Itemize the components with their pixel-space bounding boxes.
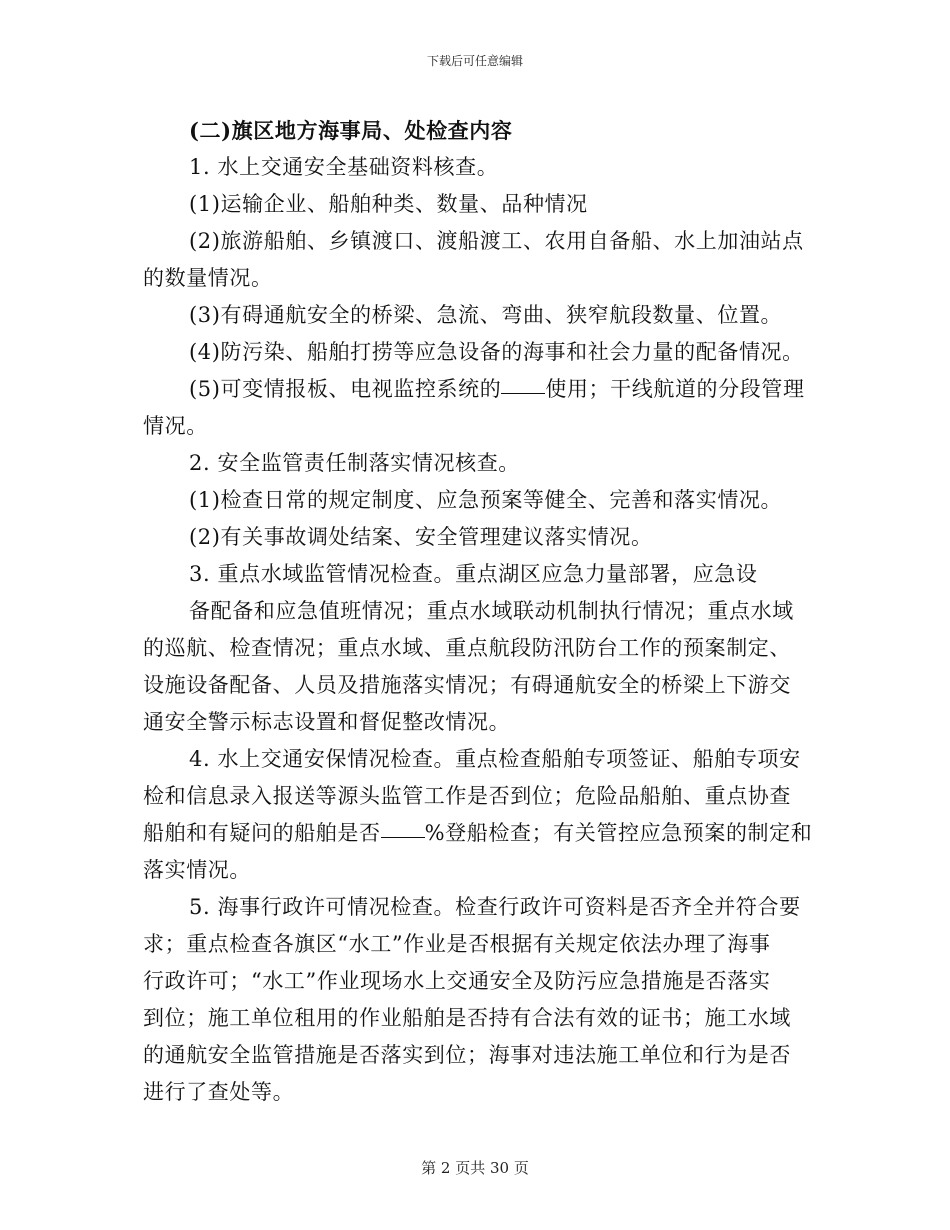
item-1-4: (4)防污染、船舶打捞等应急设备的海事和社会力量的配备情况。 (189, 340, 804, 364)
item-4-line-3 (143, 815, 813, 852)
item-5-line-6: 进行了查处等。 (143, 1080, 295, 1104)
document-body (143, 112, 813, 1111)
item-1-2-cont: 的数量情况。 (143, 266, 273, 290)
item-3-line-4: 设施设备配备、人员及措施落实情况；有碍通航安全的桥梁上下游交 (143, 673, 791, 697)
fill-blank (501, 392, 545, 394)
item-3-line-5: 通安全警示标志设置和督促整改情况。 (143, 710, 511, 734)
item-1-3: (3)有碍通航安全的桥梁、急流、弯曲、狭窄航段数量、位置。 (189, 303, 783, 327)
item-1-5-cont: 情况。 (143, 414, 208, 438)
item-1-2: (2)旅游船舶、乡镇渡口、渡船渡工、农用自备船、水上加油站点 (189, 229, 804, 253)
page-footer: 第 2 页共 30 页 (421, 1159, 529, 1177)
item-2-1: (1)检查日常的规定制度、应急预案等健全、完善和落实情况。 (189, 488, 783, 512)
item-2-2: (2)有关事故调处结案、安全管理建议落实情况。 (189, 525, 653, 549)
item-5-line-2: 求；重点检查各旗区“水工”作业是否根据有关规定依法办理了海事 (143, 932, 771, 956)
item-2-heading: 2. 安全监管责任制落实情况核查。 (189, 451, 520, 475)
item-1-5 (143, 371, 807, 408)
fill-blank (381, 836, 425, 838)
item-5-line-3: 行政许可；“水工”作业现场水上交通安全及防污应急措施是否落实 (143, 969, 771, 993)
item-4-line-4: 落实情况。 (143, 858, 251, 882)
item-4-line-2: 检和信息录入报送等源头监管工作是否到位；危险品船舶、重点协查 (143, 784, 791, 808)
item-1-1: (1)运输企业、船舶种类、数量、品种情况 (189, 192, 588, 216)
item-5-line-5: 的通航安全监管措施是否落实到位；海事对违法施工单位和行为是否 (143, 1043, 791, 1067)
item-4-line-3-part-b: %登船检查；有关管控应急预案的制定和 (424, 821, 813, 845)
item-1-heading: 1. 水上交通安全基础资料核查。 (189, 155, 499, 179)
item-4-line-3-part-a: 船舶和有疑问的船舶是否 (143, 821, 381, 845)
item-1-5-part-a: (5)可变情报板、电视监控系统的 (189, 377, 502, 401)
item-3-heading: 3. 重点水域监管情况检查。重点湖区应急力量部署，应急设 (189, 562, 758, 586)
item-3-line-3: 的巡航、检查情况；重点水域、重点航段防汛防台工作的预案制定、 (143, 636, 791, 660)
item-3-line-2: 备配备和应急值班情况；重点水域联动机制执行情况；重点水域 (189, 599, 794, 623)
item-5-line-4: 到位；施工单位租用的作业船舶是否持有合法有效的证书；施工水域 (143, 1006, 791, 1030)
item-4-heading: 4. 水上交通安保情况检查。重点检查船舶专项签证、船舶专项安 (189, 747, 801, 771)
item-5-heading: 5. 海事行政许可情况检查。检查行政许可资料是否齐全并符合要 (189, 895, 801, 919)
item-1-5-part-b: 使用；干线航道的分段管理 (545, 377, 805, 401)
page-header: 下载后可任意编辑 (426, 54, 523, 68)
section-heading: (二)旗区地方海事局、处检查内容 (189, 118, 513, 143)
